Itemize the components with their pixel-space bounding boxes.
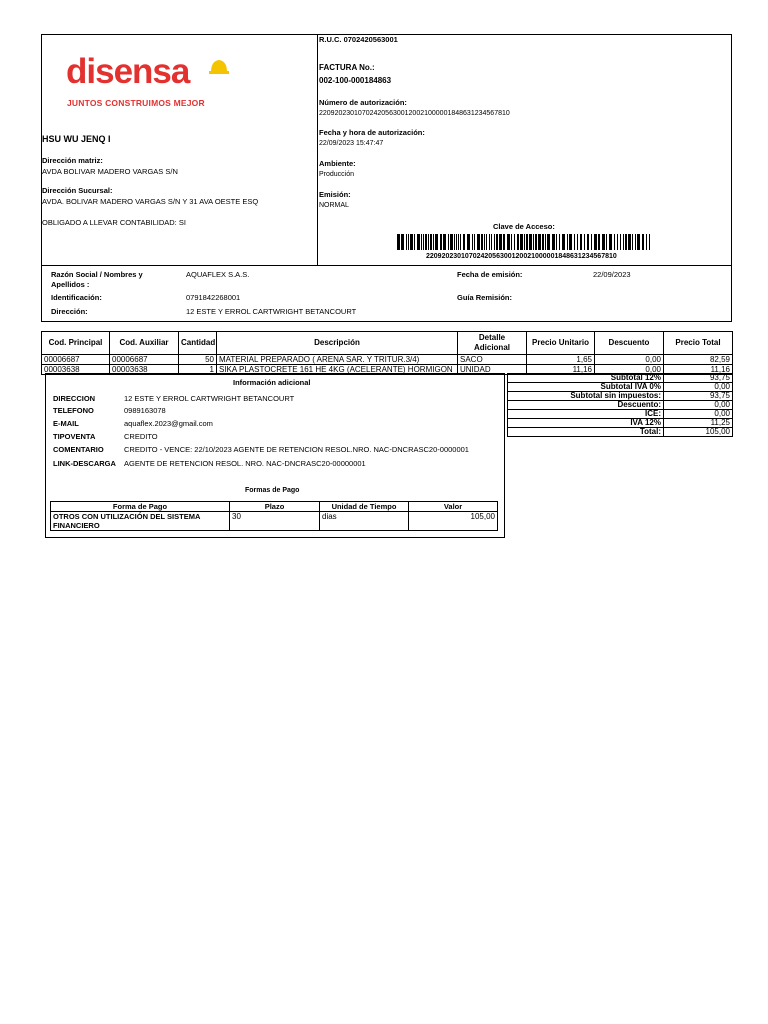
- barcode-bar: [642, 234, 644, 250]
- barcode-bar: [406, 234, 407, 250]
- barcode-bar: [448, 234, 449, 250]
- info-value-telefono: 0989163078: [124, 406, 166, 415]
- barcode-bar: [569, 234, 572, 250]
- emission-date: 22/09/2023: [593, 270, 631, 279]
- matrix-address-label: Dirección matriz:: [42, 156, 103, 165]
- barcode-bar: [507, 234, 510, 250]
- totals-value: 93,75: [664, 392, 733, 401]
- barcode-bar: [425, 234, 427, 250]
- info-value-comentario: CREDITO - VENCE: 22/10/2023 AGENTE DE RETENCION RESOL.NRO. NAC-DNCRASC20-0000001: [124, 445, 469, 454]
- emission-label: Emisión:: [319, 190, 351, 199]
- cell-precio-unitario: 11,16: [527, 365, 595, 375]
- totals-row: [508, 419, 733, 428]
- barcode-bar: [577, 234, 578, 250]
- totals-row: [508, 401, 733, 410]
- barcode-bar: [472, 234, 473, 250]
- cell-detalle: SACO: [458, 355, 527, 365]
- cell-precio-total: 82,59: [664, 355, 733, 365]
- additional-info-title: Información adicional: [233, 378, 311, 387]
- col-descripcion: Descripción: [217, 332, 458, 355]
- barcode-bar: [594, 234, 597, 250]
- barcode-bar: [580, 234, 582, 250]
- barcode-bar: [602, 234, 605, 250]
- invoice-box: [317, 34, 732, 266]
- cell-descripcion: SIKA PLASTOCRETE 161 HE 4KG (ACELERANTE) HORMIGON: [217, 365, 458, 375]
- barcode-bar: [637, 234, 640, 250]
- authorization-label: Número de autorización:: [319, 98, 407, 107]
- barcode-bar: [620, 234, 621, 250]
- cell-valor: 105,00: [409, 512, 498, 531]
- client-name-label: Razón Social / Nombres y Apellidos :: [51, 270, 143, 289]
- items-table: [41, 331, 733, 375]
- table-row: [42, 355, 733, 365]
- barcode-bar: [635, 234, 636, 250]
- barcode-bar: [410, 234, 413, 250]
- emission-date-label: Fecha de emisión:: [457, 270, 523, 279]
- info-value-link: AGENTE DE RETENCION RESOL. NRO. NAC-DNCRASC20-00000001: [124, 459, 366, 468]
- guide-label: Guía Remisión:: [457, 293, 513, 302]
- info-label-tipoventa: TIPOVENTA: [53, 432, 96, 441]
- barcode-bar: [649, 234, 650, 250]
- barcode-bar: [408, 234, 409, 250]
- branch-address-label: Dirección Sucursal:: [42, 186, 113, 195]
- barcode-bar: [456, 234, 457, 250]
- cell-precio-unitario: 1,65: [527, 355, 595, 365]
- barcode-bar: [491, 234, 492, 250]
- barcode-bar: [496, 234, 498, 250]
- barcode-bar: [632, 234, 633, 250]
- cell-forma-pago: OTROS CON UTILIZACIÓN DEL SISTEMA FINANCIERO: [51, 512, 230, 531]
- barcode-bar: [552, 234, 555, 250]
- barcode-bar: [463, 234, 465, 250]
- barcode-bar: [646, 234, 647, 250]
- barcode-bar: [443, 234, 446, 250]
- info-label-link: LINK-DESCARGA: [53, 459, 116, 468]
- barcode-bar: [538, 234, 541, 250]
- branch-address-value: AVDA. BOLIVAR MADERO VARGAS S/N Y 31 AVA OESTE ESQ: [42, 197, 259, 206]
- barcode-bar: [584, 234, 585, 250]
- totals-table: [507, 373, 733, 437]
- col-unidad-tiempo: Unidad de Tiempo: [320, 502, 409, 512]
- barcode-bar: [514, 234, 515, 250]
- tagline: JUNTOS CONSTRUIMOS MEJOR: [67, 98, 205, 108]
- col-precio-total: Precio Total: [664, 332, 733, 355]
- barcode-bar: [535, 234, 537, 250]
- barcode-bar: [559, 234, 560, 250]
- cell-descripcion: MATERIAL PREPARADO ( ARENA SAR. Y TRITUR.3/4): [217, 355, 458, 365]
- cell-cod-principal: 00006687: [42, 355, 110, 365]
- cell-cod-auxiliar: 00006687: [110, 355, 179, 365]
- col-plazo: Plazo: [230, 502, 320, 512]
- barcode-bar: [574, 234, 575, 250]
- barcode-bar: [533, 234, 534, 250]
- disensa-logo: [66, 52, 189, 92]
- barcode-bar: [450, 234, 453, 250]
- totals-label: Subtotal 12%: [508, 374, 664, 383]
- barcode-bar: [529, 234, 532, 250]
- col-cantidad: Cantidad: [179, 332, 217, 355]
- barcode-bar: [511, 234, 512, 250]
- barcode-bar: [458, 234, 459, 250]
- info-value-email: aquaflex.2023@gmail.com: [124, 419, 213, 428]
- client-id-label: Identificación:: [51, 293, 102, 302]
- factura-number: 002-100-000184863: [319, 76, 392, 85]
- barcode-bar: [489, 234, 490, 250]
- col-forma-pago: Forma de Pago: [51, 502, 230, 512]
- logo-wordmark: disensa: [66, 52, 190, 91]
- barcode-bar: [440, 234, 442, 250]
- barcode-bar: [562, 234, 565, 250]
- barcode-bar: [623, 234, 624, 250]
- client-name: AQUAFLEX S.A.S.: [186, 270, 250, 279]
- environment-value: Producción: [319, 171, 355, 178]
- totals-value: 11,25: [664, 419, 733, 428]
- totals-label: Subtotal IVA 0%: [508, 383, 664, 392]
- payment-title: Formas de Pago: [245, 487, 300, 494]
- helmet-icon: [209, 58, 229, 74]
- ruc: R.U.C. 0702420563001: [319, 35, 398, 44]
- barcode-bar: [545, 234, 546, 250]
- barcode-bar: [460, 234, 461, 250]
- cell-cod-auxiliar: 00003638: [110, 365, 179, 375]
- barcode-bar: [481, 234, 483, 250]
- cell-cantidad: 1: [179, 365, 217, 375]
- cell-precio-total: 11,16: [664, 365, 733, 375]
- totals-label: Descuento:: [508, 401, 664, 410]
- cell-descuento: 0,00: [595, 365, 664, 375]
- totals-label: Total:: [508, 428, 664, 437]
- barcode-bar: [484, 234, 485, 250]
- client-address-label: Dirección:: [51, 307, 88, 316]
- totals-label: Subtotal sin impuestos:: [508, 392, 664, 401]
- barcode-bar: [609, 234, 612, 250]
- totals-value: 105,00: [664, 428, 733, 437]
- barcode-bar: [526, 234, 528, 250]
- auth-datetime: 22/09/2023 15:47:47: [319, 140, 384, 147]
- barcode-bar: [433, 234, 434, 250]
- totals-label: IVA 12%: [508, 419, 664, 428]
- info-value-direccion: 12 ESTE Y ERROL CARTWRIGHT BETANCOURT: [124, 394, 295, 403]
- payment-header-row: [51, 502, 498, 512]
- barcode-bar: [503, 234, 505, 250]
- matrix-address-value: AVDA BOLIVAR MADERO VARGAS S/N: [42, 167, 178, 176]
- client-id: 0791842268001: [186, 293, 241, 302]
- payment-table: [50, 501, 498, 531]
- totals-value: 0,00: [664, 383, 733, 392]
- info-label-direccion: DIRECCION: [53, 394, 96, 403]
- barcode-bar: [598, 234, 600, 250]
- barcode-bar: [397, 234, 400, 250]
- info-label-telefono: TELEFONO: [53, 406, 94, 415]
- barcode-bar: [628, 234, 631, 250]
- barcode-bar: [421, 234, 422, 250]
- info-label-email: E-MAIL: [53, 419, 79, 428]
- auth-datetime-label: Fecha y hora de autorización:: [319, 128, 425, 137]
- info-label-comentario: COMENTARIO: [53, 445, 104, 454]
- barcode: [397, 234, 651, 250]
- barcode-bar: [417, 234, 420, 250]
- barcode-bar: [494, 234, 495, 250]
- emission-value: NORMAL: [319, 202, 349, 209]
- cell-detalle: UNIDAD: [458, 365, 527, 375]
- cell-plazo: 30: [230, 512, 320, 531]
- barcode-bar: [517, 234, 519, 250]
- barcode-bar: [428, 234, 429, 250]
- barcode-bar: [477, 234, 480, 250]
- barcode-bar: [587, 234, 589, 250]
- col-descuento: Descuento: [595, 332, 664, 355]
- col-precio-unitario: Precio Unitario: [527, 332, 595, 355]
- col-cod-auxiliar: Cod. Auxiliar: [110, 332, 179, 355]
- factura-label: FACTURA No.:: [319, 63, 375, 72]
- barcode-bar: [625, 234, 627, 250]
- payment-row: [51, 512, 498, 531]
- barcode-bar: [454, 234, 455, 250]
- barcode-bar: [430, 234, 432, 250]
- issuer-name: HSU WU JENQ I: [42, 134, 111, 144]
- info-value-tipoventa: CREDITO: [124, 432, 158, 441]
- barcode-bar: [606, 234, 607, 250]
- barcode-bar: [414, 234, 415, 250]
- barcode-bar: [614, 234, 615, 250]
- cell-descuento: 0,00: [595, 355, 664, 365]
- accounting-obligation: OBLIGADO A LLEVAR CONTABILIDAD: SI: [42, 218, 186, 227]
- col-valor: Valor: [409, 502, 498, 512]
- items-header-row: [42, 332, 733, 355]
- barcode-bar: [467, 234, 470, 250]
- barcode-bar: [474, 234, 475, 250]
- totals-row: [508, 428, 733, 437]
- barcode-bar: [520, 234, 523, 250]
- barcode-bar: [567, 234, 568, 250]
- barcode-bar: [423, 234, 424, 250]
- cell-cod-principal: 00003638: [42, 365, 110, 375]
- environment-label: Ambiente:: [319, 159, 356, 168]
- cell-unidad-tiempo: dias: [320, 512, 409, 531]
- barcode-bar: [524, 234, 525, 250]
- access-key-number: 2209202301070242056300120021000001848631234567810: [426, 253, 617, 260]
- totals-value: 0,00: [664, 401, 733, 410]
- barcode-bar: [547, 234, 550, 250]
- totals-value: 0,00: [664, 410, 733, 419]
- barcode-bar: [556, 234, 557, 250]
- barcode-bar: [542, 234, 544, 250]
- barcode-bar: [617, 234, 618, 250]
- col-detalle: Detalle Adicional: [458, 332, 527, 355]
- barcode-bar: [486, 234, 487, 250]
- totals-row: [508, 410, 733, 419]
- barcode-bar: [435, 234, 438, 250]
- totals-value: 93,75: [664, 374, 733, 383]
- cell-cantidad: 50: [179, 355, 217, 365]
- authorization-number: 2209202301070242056300120021000001848631234567810: [319, 110, 510, 117]
- access-key-label: Clave de Acceso:: [493, 222, 555, 231]
- barcode-bar: [499, 234, 502, 250]
- client-address: 12 ESTE Y ERROL CARTWRIGHT BETANCOURT: [186, 307, 357, 316]
- barcode-bar: [401, 234, 404, 250]
- barcode-bar: [591, 234, 592, 250]
- totals-label: ICE:: [508, 410, 664, 419]
- col-cod-principal: Cod. Principal: [42, 332, 110, 355]
